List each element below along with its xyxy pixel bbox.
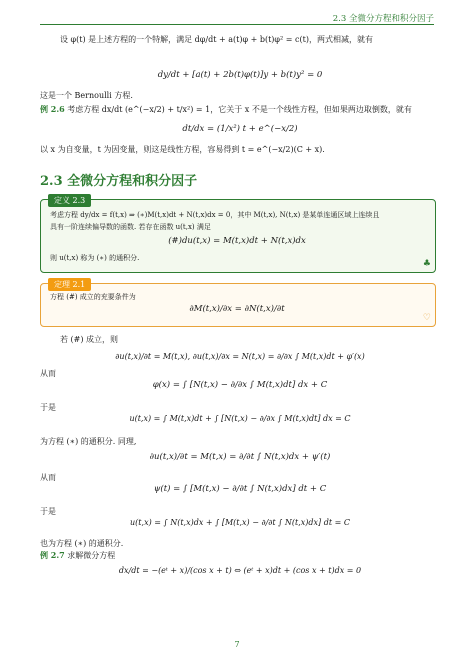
text-line: 从而 [40, 473, 56, 482]
example-text: 考虑方程 dx/dt (e^(−x/2) + t/x²) = 1，它关于 x 不是一个线性方程，但如果两边取倒数，就有 [67, 105, 412, 114]
text-line: 于是 [40, 403, 56, 412]
example-label: 例 2.7 [40, 550, 65, 560]
theorem-badge: 定理 2.1 [48, 278, 91, 291]
text-line: 为方程 (∗) 的通积分. 同理, [40, 437, 137, 446]
equation: ψ(t) = ∫ [M(t,x) − ∂/∂t ∫ N(t,x)dx] dt + C [153, 484, 327, 494]
page-number: 7 [234, 640, 240, 649]
equation: u(t,x) = ∫ N(t,x)dx + ∫ [M(t,x) − ∂/∂t ∫ N(t,x)dx] dt = C [130, 518, 350, 527]
definition-badge: 定义 2.3 [48, 194, 91, 207]
heart-icon: ♡ [422, 313, 431, 323]
theorem-line: 方程 (#) 成立的充要条件为 [50, 293, 136, 301]
definition-line: 考虑方程 dy/dx = f(t,x) ⇒ (∗)M(t,x)dt + N(t,x)dx = 0，其中 M(t,x), N(t,x) 是某单连通区域上连续且 [50, 211, 380, 219]
running-header: 2.3 全微分方程和积分因子 [332, 14, 434, 24]
definition-equation: (#)du(t,x) = M(t,x)dt + N(t,x)dx [168, 236, 306, 246]
equation: φ(x) = ∫ [N(t,x) − ∂/∂x ∫ M(t,x)dt] dx + C [152, 380, 328, 390]
text-line: 这是一个 Bernoulli 方程. [40, 91, 133, 100]
text-line: 于是 [40, 507, 56, 516]
club-icon: ♣ [422, 259, 431, 269]
equation: u(t,x) = ∫ M(t,x)dt + ∫ [N(t,x) − ∂/∂x ∫ M(t,x)dt] dx = C [129, 414, 351, 423]
theorem-equation: ∂M(t,x)/∂x = ∂N(t,x)/∂t [189, 304, 285, 314]
header-rule [40, 24, 434, 25]
section-title: 2.3 全微分方程和积分因子 [40, 174, 198, 189]
text-line: 若 (#) 成立，则 [60, 335, 119, 344]
equation: dt/dx = (1/x²) t + e^(−x/2) [182, 124, 298, 134]
equation: dy/dt + [a(t) + 2b(t)φ(t)]y + b(t)y² = 0 [157, 70, 323, 80]
example-text: 求解微分方程 [67, 551, 116, 560]
definition-line: 则 u(t,x) 称为 (∗) 的通积分. [50, 254, 140, 262]
equation: dx/dt = −(eᵗ + x)/(cos x + t) ⇔ (eᵗ + x)dt + (cos x + t)dx = 0 [118, 566, 362, 575]
text-line: 以 x 为自变量，t 为因变量，则这是线性方程，容易得到 t = e^(−x/2)(C + x). [40, 145, 325, 154]
text-line: 也为方程 (∗) 的通积分. [40, 539, 124, 548]
example-label: 例 2.6 [40, 104, 65, 114]
equation: ∂u(t,x)/∂t = M(t,x), ∂u(t,x)/∂x = N(t,x) = ∂/∂x ∫ M(t,x)dt + φ′(x) [115, 352, 365, 361]
text-line: 从而 [40, 369, 56, 378]
definition-line: 具有一阶连续偏导数的函数. 若存在函数 u(t,x) 满足 [50, 223, 211, 231]
equation: ∂u(t,x)/∂t = M(t,x) = ∂/∂t ∫ N(t,x)dx + ψ′(t) [149, 452, 331, 462]
text-line: 设 φ(t) 是上述方程的一个特解，满足 dφ/dt + a(t)φ + b(t)φ² = c(t)，两式相减，就有 [60, 35, 373, 44]
